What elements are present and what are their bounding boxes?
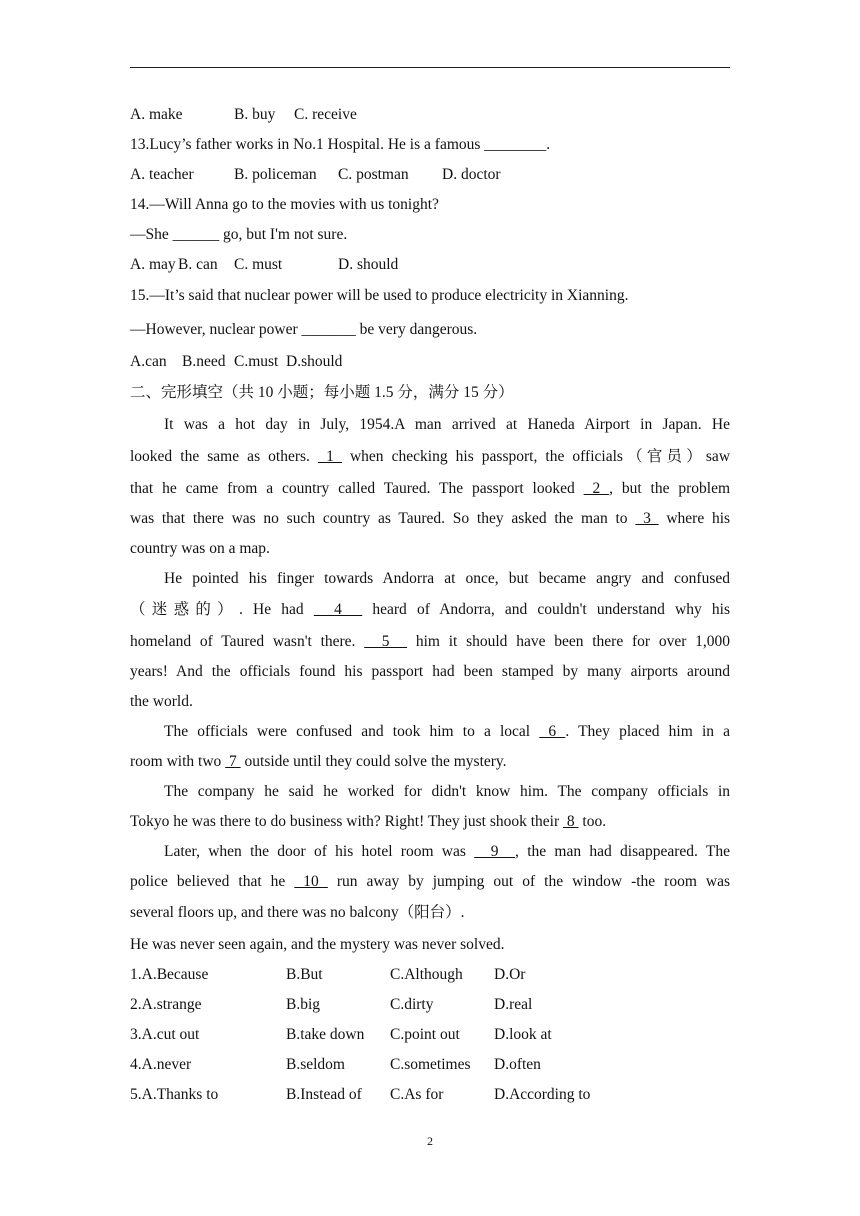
- blank-7: 7: [225, 753, 241, 770]
- answer-4-c: C.sometimes: [390, 1056, 471, 1073]
- passage-p4-line2: [130, 812, 730, 832]
- q13-option-b: B. policeman: [234, 166, 317, 183]
- blank-2: 2: [583, 480, 610, 497]
- answer-3-c: C.point out: [390, 1026, 460, 1043]
- answer-4-b: B.seldom: [286, 1056, 345, 1073]
- q15-option-b: B.need: [182, 353, 226, 370]
- section-2-heading: 二、完形填空（共 10 小题；每小题 1.5 分，满分 15 分）: [130, 384, 514, 401]
- text-run: room with two: [130, 753, 222, 770]
- passage-p1-line5: country was on a map.: [130, 540, 270, 557]
- text-run: him it should have been there for over 1,000: [415, 633, 731, 650]
- answer-4-d: D.often: [494, 1056, 541, 1073]
- answer-1-d: D.Or: [494, 966, 526, 983]
- text-run: that he came from a country called Taured. The passport looked: [130, 480, 575, 497]
- passage-p1-line3: [130, 479, 730, 499]
- answer-5-b: B.Instead of: [286, 1086, 362, 1103]
- answer-3-d: D.look at: [494, 1026, 552, 1043]
- passage-p2-line5: the world.: [130, 693, 193, 710]
- answer-2-c: C.dirty: [390, 996, 434, 1013]
- q14-option-c: C. must: [234, 256, 283, 273]
- q15-option-c: C.must: [234, 353, 279, 370]
- passage-p1-line1: It was a hot day in July, 1954.A man arrived at Haneda Airport in Japan. He: [164, 416, 730, 433]
- blank-1: 1: [318, 448, 342, 465]
- q14-option-a: A. may: [130, 256, 176, 273]
- text-run: . They placed him in a: [565, 723, 731, 740]
- q15-reply: —However, nuclear power _______ be very dangerous.: [130, 321, 478, 338]
- text-run: run away by jumping out of the window -the room was: [336, 873, 731, 890]
- q13-stem: 13.Lucy’s father works in No.1 Hospital. He is a famous ________.: [130, 136, 551, 153]
- answer-2-b: B.big: [286, 996, 321, 1013]
- passage-p2-line1: He pointed his finger towards Andorra at once, but became angry and confused: [164, 570, 730, 587]
- passage-p5-line1: [130, 842, 730, 862]
- passage-p3-line1: [130, 722, 730, 742]
- blank-3: 3: [635, 510, 659, 527]
- q15-option-d: D.should: [286, 353, 343, 370]
- answer-4-a: 4.A.never: [130, 1056, 192, 1073]
- answer-1-a: 1.A.Because: [130, 966, 209, 983]
- answer-1-b: B.But: [286, 966, 323, 983]
- blank-8: 8: [563, 813, 579, 830]
- q14-option-d: D. should: [338, 256, 399, 273]
- answer-5-d: D.According to: [494, 1086, 591, 1103]
- passage-p4-line1: The company he said he worked for didn't know him. The company officials in: [164, 783, 730, 800]
- page-number: 2: [427, 1134, 433, 1148]
- passage-p6: He was never seen again, and the mystery was never solved.: [130, 936, 505, 953]
- text-run: Later, when the door of his hotel room was: [164, 843, 466, 860]
- passage-p3-line2: [130, 752, 730, 772]
- blank-10: 10: [294, 873, 328, 890]
- answer-3-a: 3.A.cut out: [130, 1026, 200, 1043]
- answer-3-b: B.take down: [286, 1026, 365, 1043]
- text-run: police believed that he: [130, 873, 286, 890]
- text-run: heard of Andorra, and couldn't understand why his: [372, 601, 731, 618]
- answer-2-a: 2.A.strange: [130, 996, 202, 1013]
- text-run: homeland of Taured wasn't there.: [130, 633, 356, 650]
- q12-option-a: A. make: [130, 106, 183, 123]
- blank-5: 5: [364, 633, 408, 650]
- blank-4: 4: [313, 601, 363, 618]
- passage-p1-line2: [130, 447, 730, 467]
- text-run: , but the problem: [609, 480, 730, 497]
- answer-5-a: 5.A.Thanks to: [130, 1086, 219, 1103]
- passage-p2-line3: [130, 632, 730, 652]
- text-run: outside until they could solve the mystery.: [244, 753, 507, 770]
- passage-p1-line4: [130, 509, 730, 529]
- q14-option-b: B. can: [178, 256, 218, 273]
- text-run: Tokyo he was there to do business with? Right! They just shook their: [130, 813, 560, 830]
- passage-p5-line2: [130, 872, 730, 892]
- q12-option-c: C. receive: [294, 106, 357, 123]
- answer-1-c: C.Although: [390, 966, 463, 983]
- header-rule: [130, 67, 730, 68]
- text-run: , the man had disappeared. The: [515, 843, 731, 860]
- q13-option-c: C. postman: [338, 166, 409, 183]
- answer-2-d: D.real: [494, 996, 533, 1013]
- q14-reply: —She ______ go, but I'm not sure.: [130, 226, 348, 243]
- text-run: was that there was no such country as Taured. So they asked the man to: [130, 510, 628, 527]
- q15-option-a: A.can: [130, 353, 167, 370]
- q14-stem: 14.—Will Anna go to the movies with us tonight?: [130, 196, 439, 213]
- answer-5-c: C.As for: [390, 1086, 444, 1103]
- q15-stem: 15.—It’s said that nuclear power will be used to produce electricity in Xianning.: [130, 287, 629, 304]
- blank-6: 6: [539, 723, 566, 740]
- passage-p2-line2: [130, 600, 730, 620]
- q12-option-b: B. buy: [234, 106, 276, 123]
- text-run: looked the same as others.: [130, 448, 310, 465]
- passage-p5-line3: several floors up, and there was no balcony（阳台）.: [130, 904, 465, 921]
- text-run: The officials were confused and took him to a local: [164, 723, 531, 740]
- q13-option-a: A. teacher: [130, 166, 194, 183]
- q13-option-d: D. doctor: [442, 166, 501, 183]
- passage-p2-line4: years! And the officials found his passport had been stamped by many airports around: [130, 663, 730, 680]
- text-run: too.: [582, 813, 607, 830]
- text-run: where his: [666, 510, 731, 527]
- blank-9: 9: [474, 843, 516, 860]
- text-run: when checking his passport, the officials（官员）saw: [349, 448, 731, 465]
- text-run: （迷惑的）. He had: [130, 601, 304, 618]
